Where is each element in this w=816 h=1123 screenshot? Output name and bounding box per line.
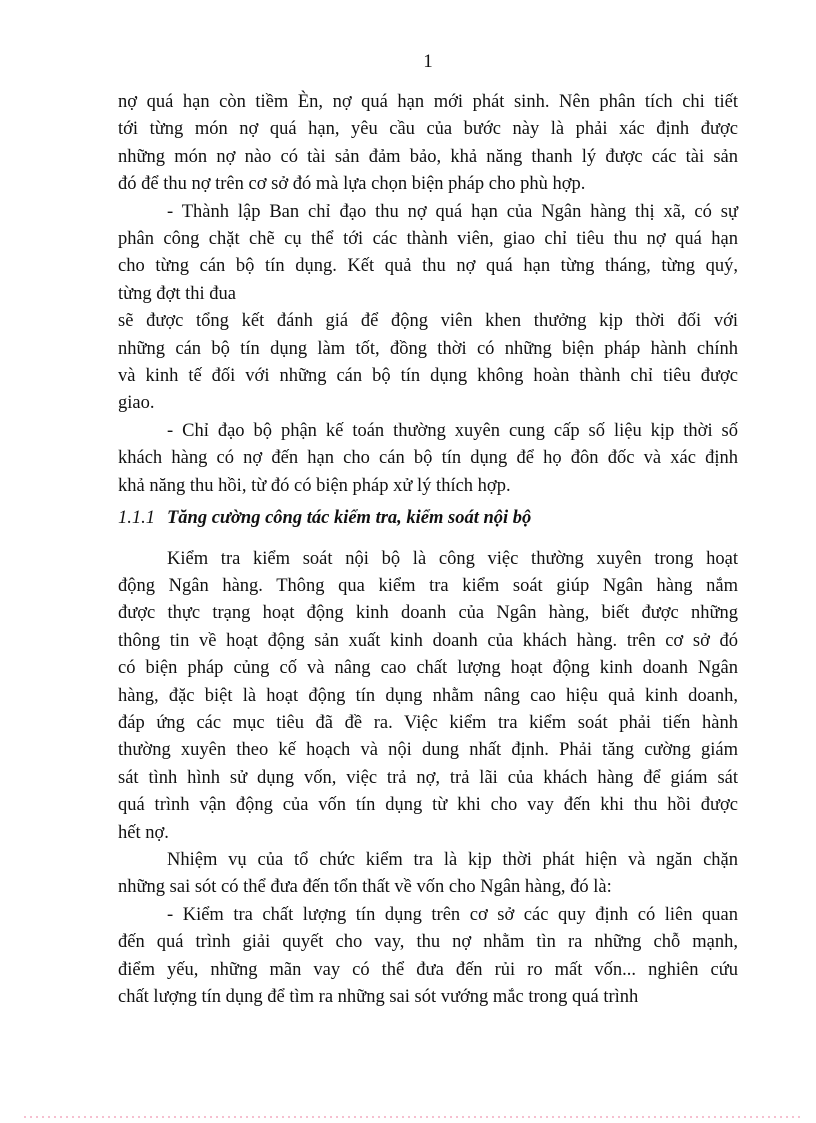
heading-number: 1.1.1 xyxy=(118,508,155,529)
paragraph xyxy=(118,199,738,309)
text-line: phân công chặt chẽ cụ thể tới các thành viên, giao chỉ tiêu thu nợ quá hạn xyxy=(118,229,738,250)
section-heading xyxy=(118,505,738,532)
text-line: sẽ được tổng kết đánh giá để động viên khen thưởng kịp thời đối với xyxy=(118,311,738,332)
text-line: được thực trạng hoạt động kinh doanh của Ngân hàng, biết được những xyxy=(118,603,738,624)
text-line: tới từng món nợ quá hạn, yêu cầu của bước này là phải xác định được xyxy=(118,119,738,140)
text-line: quá trình vận động của vốn tín dụng từ khi cho vay đến khi thu hồi được xyxy=(118,795,738,816)
paragraph xyxy=(118,418,738,500)
text-line: đến quá trình giải quyết cho vay, thu nợ nhằm tìn ra những chỗ mạnh, xyxy=(118,932,738,953)
text-line: hàng, đặc biệt là hoạt động tín dụng nhằm nâng cao hiệu quả kinh doanh, xyxy=(118,685,738,706)
text-line: có biện pháp củng cố và nâng cao chất lượng hoạt động kinh doanh Ngân xyxy=(118,658,738,679)
text-line: động Ngân hàng. Thông qua kiểm tra kiểm soát giúp Ngân hàng nắm xyxy=(118,575,738,596)
text-line: - Thành lập Ban chỉ đạo thu nợ quá hạn của Ngân hàng thị xã, có sự xyxy=(167,201,738,222)
text-line: từng đợt thi đua xyxy=(118,283,236,304)
text-line: Kiểm tra kiểm soát nội bộ là công việc thường xuyên trong hoạt xyxy=(167,548,738,569)
paragraph xyxy=(118,89,738,199)
text-line: - Kiểm tra chất lượng tín dụng trên cơ sở các quy định có liên quan xyxy=(167,904,738,925)
text-line: Nhiệm vụ của tổ chức kiểm tra là kịp thời phát hiện và ngăn chặn xyxy=(167,849,738,870)
page-boundary-dotted-rule xyxy=(24,1116,800,1118)
text-line: đó để thu nợ trên cơ sở đó mà lựa chọn biện pháp cho phù hợp. xyxy=(118,174,586,195)
text-line: cho từng cán bộ tín dụng. Kết quả thu nợ quá hạn từng tháng, từng quý, xyxy=(118,256,738,277)
paragraph xyxy=(118,308,738,418)
text-line: giao. xyxy=(118,393,155,414)
text-line: thông tin về hoạt động sản xuất kinh doanh của khách hàng. trên cơ sở đó xyxy=(118,630,738,651)
text-line: nợ quá hạn còn tiềm Èn, nợ quá hạn mới phát sinh. Nên phân tích chi tiết xyxy=(118,92,738,112)
page-number: 1 xyxy=(423,51,433,72)
text-line: thường xuyên theo kế hoạch và nội dung nhất định. Phải tăng cường giám xyxy=(118,740,738,761)
text-line: những món nợ nào có tài sản đảm bảo, khả năng thanh lý được các tài sản xyxy=(118,146,738,167)
text-line: đáp ứng các mục tiêu đã đề ra. Việc kiểm tra kiểm soát phải tiến hành xyxy=(118,712,738,733)
text-line: những sai sót có thể đưa đến tổn thất về vốn cho Ngân hàng, đó là: xyxy=(118,877,612,898)
text-line: những cán bộ tín dụng làm tốt, đồng thời có những biện pháp hành chính xyxy=(118,338,738,359)
text-line: khách hàng có nợ đến hạn cho cán bộ tín dụng để họ đôn đốc và xác định xyxy=(118,448,738,469)
text-line: - Chỉ đạo bộ phận kế toán thường xuyên cung cấp số liệu kịp thời số xyxy=(167,420,738,441)
text-line: và kinh tế đối với những cán bộ tín dụng không hoàn thành chỉ tiêu được xyxy=(118,366,738,387)
text-line: chất lượng tín dụng để tìm ra những sai sót vướng mắc trong quá trình xyxy=(118,987,639,1007)
paragraph xyxy=(118,847,738,902)
document-body xyxy=(118,89,738,1011)
text-line: khả năng thu hồi, từ đó có biện pháp xử lý thích hợp. xyxy=(118,475,511,496)
heading-title: Tăng cường công tác kiểm tra, kiểm soát nội bộ xyxy=(167,508,532,529)
paragraph xyxy=(118,902,738,1012)
text-line: sát tình hình sử dụng vốn, việc trả nợ, trả lãi của khách hàng để giám sát xyxy=(118,767,738,788)
page-content xyxy=(118,48,738,1011)
text-line: hết nợ. xyxy=(118,822,169,843)
paragraph xyxy=(118,546,738,847)
text-line: điểm yếu, những mãn vay có thể đưa đến rủi ro mất vốn... nghiên cứu xyxy=(118,959,738,980)
